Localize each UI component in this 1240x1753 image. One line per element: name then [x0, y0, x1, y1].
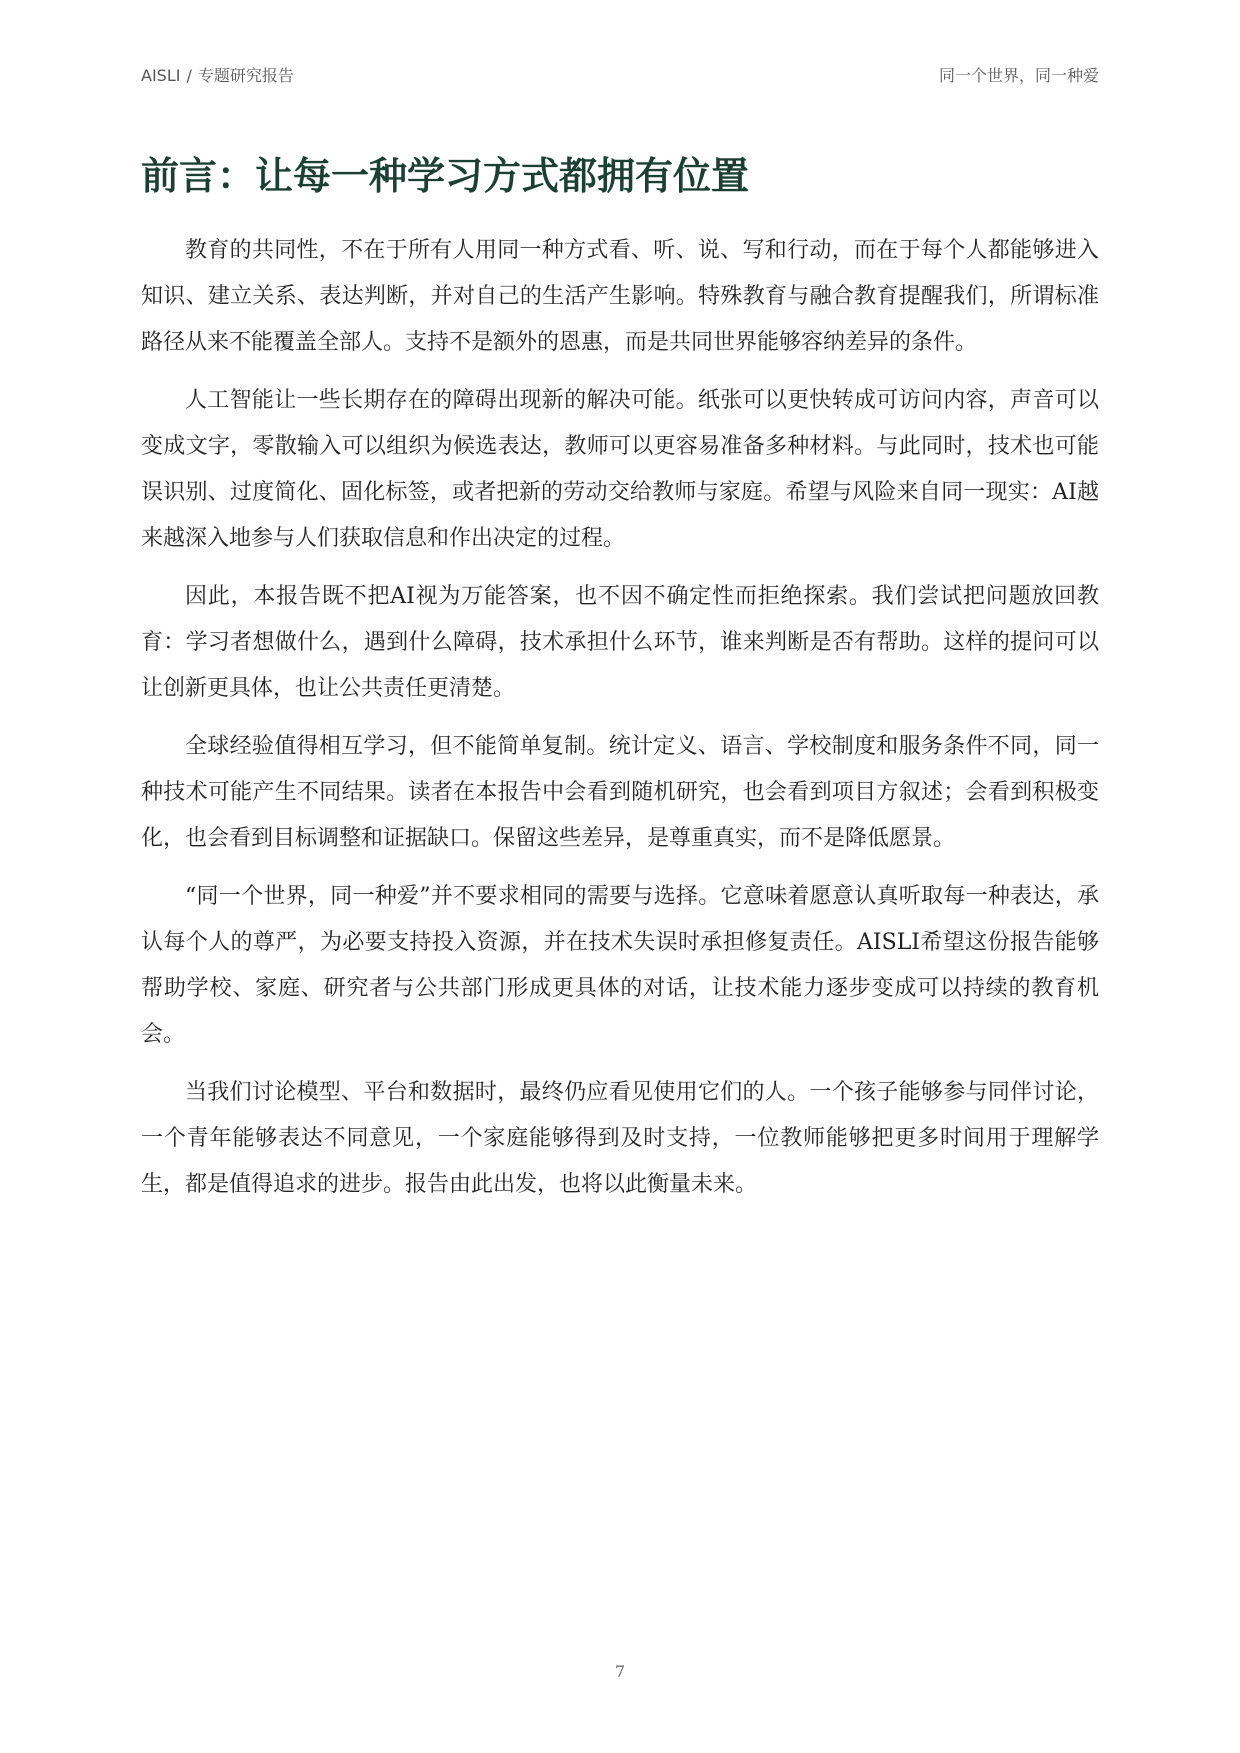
paragraph-3: 因此，本报告既不把AI视为万能答案，也不因不确定性而拒绝探索。我们尝试把问题放回教育：学习者想做什么，遇到什么障碍，技术承担什么环节，谁来判断是否有帮助。这样的提问可以让创新更具体，也让公共责任更清楚。 [141, 584, 1099, 701]
header-motto: 同一个世界，同一种爱 [938, 65, 1099, 85]
paragraph-1: 教育的共同性，不在于所有人用同一种方式看、听、说、写和行动，而在于每个人都能够进入知识、建立关系、表达判断，并对自己的生活产生影响。特殊教育与融合教育提醒我们，所谓标准路径从来不能覆盖全部人。支持不是额外的恩惠，而是共同世界能够容纳差异的条件。 [141, 238, 1099, 355]
page-number: 7 [614, 1662, 626, 1681]
paragraph-2: 人工智能让一些长期存在的障碍出现新的解决可能。纸张可以更快转成可访问内容，声音可以变成文字，零散输入可以组织为候选表达，教师可以更容易准备多种材料。与此同时，技术也可能误识别、过度简化、固化标签，或者把新的劳动交给教师与家庭。希望与风险来自同一现实：AI越来越深入地参与人们获取信息和作出决定的过程。 [141, 388, 1099, 551]
page-title: 前言：让每一种学习方式都拥有位置 [141, 153, 750, 198]
paragraph-4: 全球经验值得相互学习，但不能简单复制。统计定义、语言、学校制度和服务条件不同，同一种技术可能产生不同结果。读者在本报告中会看到随机研究，也会看到项目方叙述；会看到积极变化，也会看到目标调整和证据缺口。保留这些差异，是尊重真实，而不是降低愿景。 [141, 734, 1099, 851]
breadcrumb-separator: / [186, 65, 192, 85]
paragraph-6: 当我们讨论模型、平台和数据时，最终仍应看见使用它们的人。一个孩子能够参与同伴讨论，一个青年能够表达不同意见，一个家庭能够得到及时支持，一位教师能够把更多时间用于理解学生，都是值得追求的进步。报告由此出发，也将以此衡量未来。 [141, 1080, 1099, 1197]
breadcrumb [141, 63, 294, 86]
page-header [141, 62, 1099, 86]
section-name: 专题研究报告 [197, 65, 294, 85]
paragraph-5: “同一个世界，同一种爱”并不要求相同的需要与选择。它意味着愿意认真听取每一种表达，承认每个人的尊严，为必要支持投入资源，并在技术失误时承担修复责任。AISLI希望这份报告能够帮助学校、家庭、研究者与公共部门形成更具体的对话，让技术能力逐步变成可以持续的教育机会。 [141, 884, 1099, 1047]
org-name: AISLI [141, 65, 181, 85]
body-text [141, 228, 1099, 1220]
